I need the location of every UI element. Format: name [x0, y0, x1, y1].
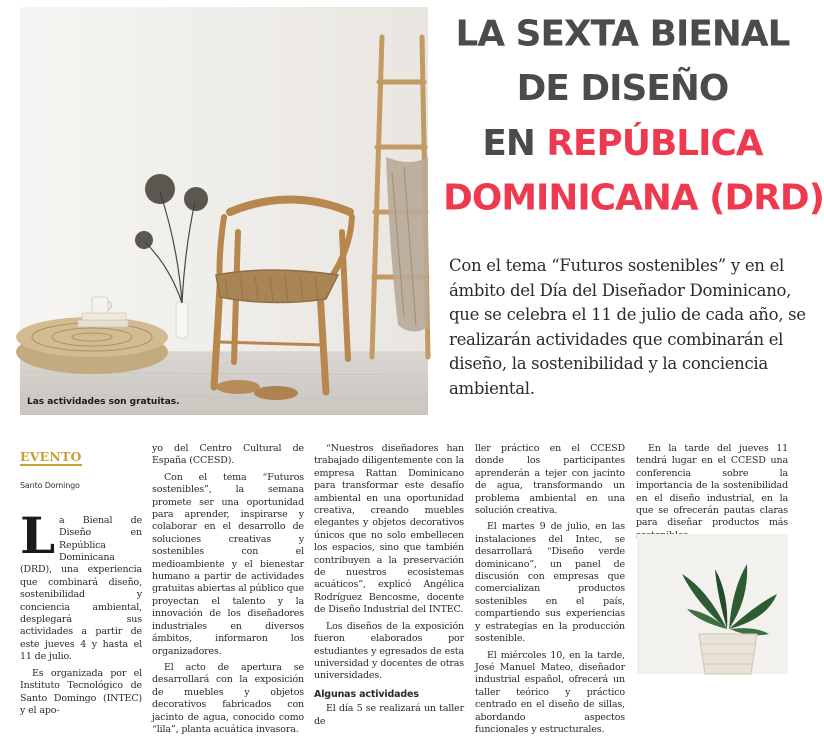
headline — [443, 6, 824, 224]
headline-line-3-prefix: EN — [482, 121, 547, 164]
plant-photo — [637, 534, 788, 674]
subheading: Algunas actividades — [314, 688, 419, 700]
paragraph: Los diseños de la exposición fueron elaborados por estudiantes y egresados de esta universidad y docentes de otras universidades. — [314, 620, 464, 682]
body-column-4 — [475, 443, 625, 740]
paragraph: El martes 9 de julio, en las instalaciones del Intec, se desarrollará “Diseño verde dominicano”, un panel de discusión con empresas que comercializan productos sostenibles en el país, compartiendo sus experiencias y estrategias en la producción sostenible. — [475, 521, 625, 645]
body-column-3 — [314, 443, 464, 732]
headline-line-2: DE DISEÑO — [516, 67, 729, 109]
vase — [176, 302, 188, 338]
byline: Santo Domingo — [20, 481, 80, 491]
section-tag: EVENTO — [20, 451, 82, 466]
paragraph: En la tarde del jueves 11 tendrá lugar en el CCESD una conferencia sobre la importancia de la sostenibilidad en el diseño industrial, en la que se ofrecerán pautas claras para diseñar productos más — [636, 443, 788, 529]
paragraph: El acto de apertura se desarrollará con la exposición de muebles y objetos decorativos fabricados con jacinto de agua, conocido como “lila”, planta acuática invasora. — [152, 661, 304, 735]
photo-caption: Las actividades son gratuitas. — [27, 397, 180, 407]
lede-paragraph: Con el tema “Futuros sostenibles” y en el ámbito del Día del Diseñador Dominicano, que se celebra el 11 de julio de cada año, se realizarán actividades que combinarán el diseño, la sostenibilidad y la conciencia ambiental. — [449, 256, 806, 398]
mug — [92, 297, 108, 313]
paragraph: El día 5 se realizará un taller de — [314, 703, 464, 727]
headline-line-1: LA SEXTA BIENAL — [455, 12, 790, 55]
hero-photo-chair — [20, 7, 428, 415]
paragraph: El miércoles 10, en la tarde, José Manuel Mateo, diseñador industrial español, ofrecerá un taller teórico y práctico centrado en el diseño de sillas, abordando aspectos funcionales y estructurales. — [475, 649, 625, 735]
body-column-2 — [152, 443, 304, 740]
chair-illustration — [20, 7, 428, 415]
paragraph: Con el tema “Futuros sostenibles”, la semana promete ser una oportunidad para aprender, inspirarse y colaborar en el desarrollo de soluciones creativas y sostenibles con el medioambiente y el bienestar humano a partir de actividades gratuitas abiertas al público que proyectan el talento y la innovación de los diseñadores industriales en diversos ámbitos, informaron los organizadores. — [152, 471, 304, 657]
sandal — [216, 380, 260, 394]
intro-paragraph — [20, 505, 142, 664]
paragraph: Es organizada por el Instituto Tecnológico de Santo Domingo (INTEC) y el apo- — [20, 667, 142, 716]
headline-line-3 — [443, 115, 802, 170]
body-column-1 — [20, 443, 142, 721]
paragraph: yo del Centro Cultural de España (CCESD). — [152, 443, 304, 467]
headline-accent: REPÚBLICA — [546, 121, 763, 164]
drop-cap: L — [20, 505, 56, 565]
body-column-5 — [636, 443, 788, 546]
potted-plant-illustration — [637, 534, 788, 674]
paragraph: “Nuestros diseñadores han trabajado diligentemente con la empresa Rattan Dominicano para transformar este desafío ambiental en una oportunidad creativa, creando muebles elegantes y objetos decorativos únicos que no solo embellecen los espacios, sino que también contribuyen a la preservación de nuestros ecosistemas acuáticos”, explicó Angélica Rodríguez Bencosme, docente de Diseño Industrial del INTEC. — [314, 443, 464, 616]
paragraph: ller práctico en el CCESD donde los participantes aprenderán a tejer con jacinto de agua, transformando un problema ambiental en una solución creativa. — [475, 443, 625, 517]
intro-text: a Bienal de Diseño en República Dominicana (DRD), una experiencia que combinará diseño, sostenibilidad y conciencia ambiental, desplegará sus actividades a partir de este jueves 4 y hasta el 11 de julio. — [20, 514, 142, 663]
headline-line-4: DOMINICANA (DRD) — [443, 176, 824, 218]
